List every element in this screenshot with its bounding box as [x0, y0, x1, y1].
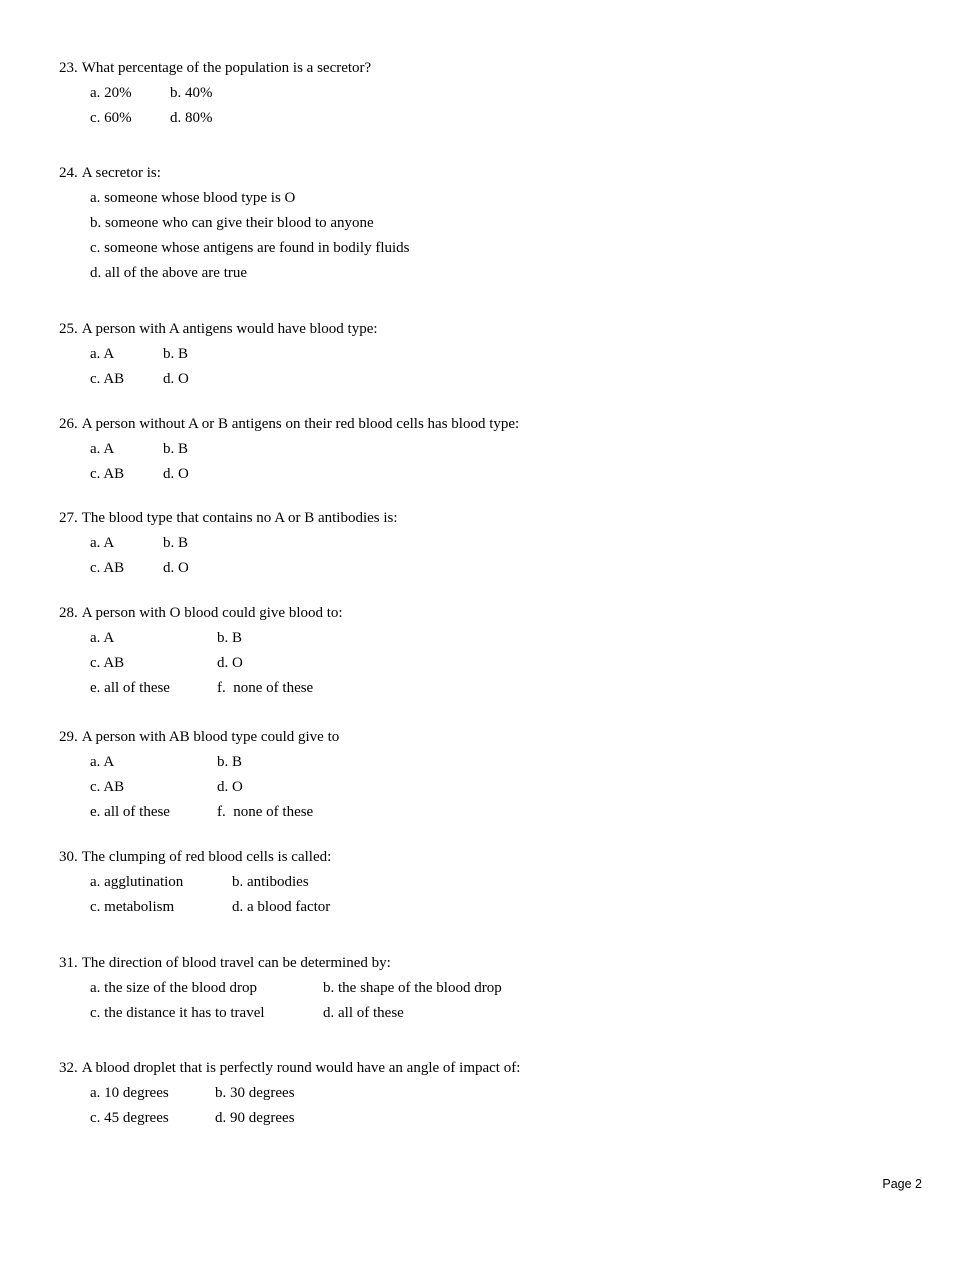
option-c: c. AB	[90, 655, 125, 671]
option-row	[90, 437, 920, 462]
question-options	[59, 531, 920, 581]
option-row	[90, 367, 920, 392]
option-row	[90, 261, 920, 286]
question-options	[59, 870, 920, 920]
option-row	[90, 775, 920, 800]
question-24	[59, 161, 920, 286]
option-a: a. the size of the blood drop	[90, 980, 258, 996]
question-number: 32.	[59, 1060, 78, 1076]
option-c: c. the distance it has to travel	[90, 1005, 265, 1021]
option-a: a. A	[90, 630, 115, 646]
option-a: a. A	[90, 535, 115, 551]
option-b: b. antibodies	[232, 874, 309, 890]
question-title	[59, 56, 920, 81]
option-row	[90, 750, 920, 775]
option-c: c. AB	[90, 779, 125, 795]
option-f: f. none of these	[217, 804, 314, 820]
question-number: 28.	[59, 605, 78, 621]
option-a: a. A	[90, 754, 115, 770]
question-text: The blood type that contains no A or B antibodies is:	[81, 510, 398, 526]
option-row	[90, 895, 920, 920]
question-number: 27.	[59, 510, 78, 526]
option-b: b. B	[217, 630, 243, 646]
option-b: b. 40%	[170, 85, 213, 101]
option-row	[90, 81, 920, 106]
question-number: 31.	[59, 955, 78, 971]
option-row	[90, 211, 920, 236]
question-number: 29.	[59, 729, 78, 745]
question-options	[59, 1081, 920, 1131]
question-32	[59, 1056, 920, 1131]
question-28	[59, 601, 920, 701]
question-text: A blood droplet that is perfectly round would have an angle of impact of:	[81, 1060, 521, 1076]
question-25	[59, 317, 920, 392]
question-title	[59, 601, 920, 626]
question-title	[59, 725, 920, 750]
option-a: a. 20%	[90, 85, 132, 101]
option-row	[90, 1106, 920, 1131]
option-row	[90, 1001, 920, 1026]
question-options	[59, 342, 920, 392]
option-row	[90, 342, 920, 367]
option-f: f. none of these	[217, 680, 314, 696]
question-options	[59, 750, 920, 825]
option-row	[90, 106, 920, 131]
option-row	[90, 870, 920, 895]
question-number: 23.	[59, 60, 78, 76]
option-b: b. B	[217, 754, 243, 770]
question-29	[59, 725, 920, 825]
option-row	[90, 1081, 920, 1106]
question-27	[59, 506, 920, 581]
question-text: What percentage of the population is a secretor?	[81, 60, 372, 76]
question-26	[59, 412, 920, 487]
option-row	[90, 626, 920, 651]
option-a: a. A	[90, 346, 115, 362]
option-c: c. 60%	[90, 110, 132, 126]
option-b: b. B	[163, 441, 189, 457]
option-row	[90, 531, 920, 556]
option-a: a. someone whose blood type is O	[90, 190, 296, 206]
page-number: Page 2	[882, 1177, 922, 1191]
option-d: d. O	[217, 779, 243, 795]
question-options	[59, 81, 920, 131]
option-d: d. all of the above are true	[90, 265, 248, 281]
option-c: c. AB	[90, 466, 125, 482]
question-number: 26.	[59, 416, 78, 432]
question-title	[59, 951, 920, 976]
question-title	[59, 506, 920, 531]
option-c: c. AB	[90, 371, 125, 387]
question-text: The direction of blood travel can be determined by:	[81, 955, 391, 971]
option-row	[90, 556, 920, 581]
option-a: a. A	[90, 441, 115, 457]
question-title	[59, 845, 920, 870]
question-23	[59, 56, 920, 131]
option-c: c. 45 degrees	[90, 1110, 169, 1126]
question-options	[59, 976, 920, 1026]
option-row	[90, 236, 920, 261]
option-c: c. someone whose antigens are found in bodily fluids	[90, 240, 410, 256]
option-row	[90, 462, 920, 487]
option-c: c. metabolism	[90, 899, 175, 915]
option-row	[90, 800, 920, 825]
option-row	[90, 186, 920, 211]
question-number: 24.	[59, 165, 78, 181]
option-b: b. B	[163, 535, 189, 551]
question-title	[59, 161, 920, 186]
option-row	[90, 976, 920, 1001]
option-b: b. 30 degrees	[215, 1085, 295, 1101]
question-number: 25.	[59, 321, 78, 337]
option-b: b. B	[163, 346, 189, 362]
option-e: e. all of these	[90, 680, 170, 696]
option-c: c. AB	[90, 560, 125, 576]
question-text: A person with O blood could give blood to:	[81, 605, 343, 621]
option-b: b. someone who can give their blood to anyone	[90, 215, 374, 231]
option-d: d. O	[163, 466, 189, 482]
option-d: d. O	[163, 371, 189, 387]
question-text: A person with AB blood type could give to	[81, 729, 340, 745]
option-a: a. agglutination	[90, 874, 184, 890]
option-e: e. all of these	[90, 804, 170, 820]
question-title	[59, 1056, 920, 1081]
option-row	[90, 651, 920, 676]
question-text: A person without A or B antigens on their red blood cells has blood type:	[81, 416, 520, 432]
question-title	[59, 317, 920, 342]
question-31	[59, 951, 920, 1026]
option-a: a. 10 degrees	[90, 1085, 169, 1101]
question-text: The clumping of red blood cells is called:	[81, 849, 332, 865]
question-options	[59, 626, 920, 701]
option-b: b. the shape of the blood drop	[323, 980, 502, 996]
option-d: d. all of these	[323, 1005, 404, 1021]
question-number: 30.	[59, 849, 78, 865]
question-30	[59, 845, 920, 920]
option-d: d. 90 degrees	[215, 1110, 295, 1126]
option-d: d. O	[163, 560, 189, 576]
option-d: d. a blood factor	[232, 899, 331, 915]
question-options	[59, 437, 920, 487]
option-d: d. 80%	[170, 110, 213, 126]
question-text: A secretor is:	[81, 165, 161, 181]
question-text: A person with A antigens would have blood type:	[81, 321, 378, 337]
question-title	[59, 412, 920, 437]
question-options	[59, 186, 920, 286]
option-d: d. O	[217, 655, 243, 671]
option-row	[90, 676, 920, 701]
